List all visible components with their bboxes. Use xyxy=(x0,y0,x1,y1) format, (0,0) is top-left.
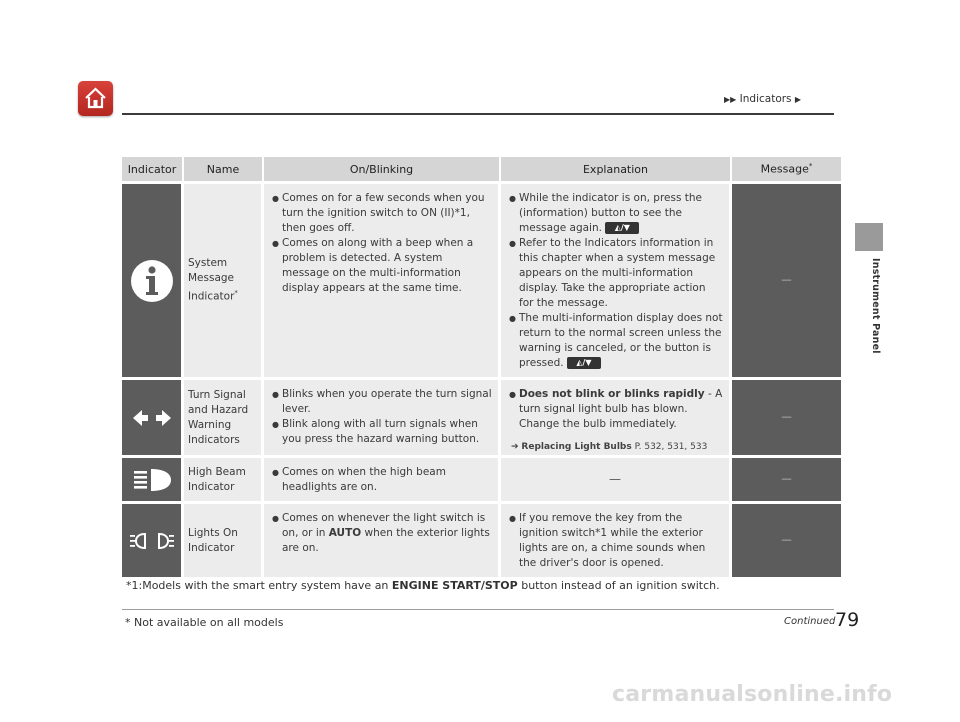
indicator-name: High Beam Indicator xyxy=(188,465,246,493)
continued-label: Continued xyxy=(784,616,836,627)
indicator-name: System Message Indicator* xyxy=(188,257,238,303)
section-tab-label: Instrument Panel xyxy=(870,258,881,354)
indicator-cell xyxy=(122,380,184,458)
explanation-list xyxy=(501,380,729,438)
col-name: Name xyxy=(184,157,264,181)
col-message: Message* xyxy=(732,157,841,181)
not-available-note: * Not available on all models xyxy=(125,616,284,629)
list-item: ● Refer to the Indicators information in this chapter when a system message appears on the multi-information display. Take the appropriate action for the message. xyxy=(509,236,723,311)
on-blinking-list xyxy=(264,184,498,302)
lights-on-icon xyxy=(129,530,175,552)
table-row xyxy=(122,458,841,504)
list-item: ● Blinks when you operate the turn signal lever. xyxy=(272,387,492,417)
explanation-cell: — xyxy=(501,458,732,504)
message-cell: — xyxy=(732,380,841,458)
reference-arrow-icon: ➔ xyxy=(511,442,519,452)
message-cell: — xyxy=(732,504,841,580)
col-indicator: Indicator xyxy=(122,157,184,181)
indicator-cell xyxy=(122,504,184,580)
col-explanation: Explanation xyxy=(501,157,732,181)
list-item: ● While the indicator is on, press the (information) button to see the message again. ◭/▼ xyxy=(509,191,723,236)
section-tab-marker xyxy=(855,223,883,251)
list-item: ● Blink along with all turn signals when you press the hazard warning button. xyxy=(272,417,492,447)
message-cell: — xyxy=(732,458,841,504)
breadcrumb[interactable] xyxy=(724,93,801,105)
table-row xyxy=(122,380,841,458)
col-on-blinking: On/Blinking xyxy=(264,157,501,181)
high-beam-icon xyxy=(131,467,173,493)
list-item: ● If you remove the key from the ignition switch*1 while the exterior lights are on, a chime sounds when the driver's door is opened. xyxy=(509,511,723,571)
page-number: 79 xyxy=(835,609,860,631)
cross-reference-link[interactable]: ➔ Replacing Light Bulbs P. 532, 531, 533 xyxy=(511,442,708,452)
watermark: carmanualsonline.info xyxy=(612,682,893,707)
indicator-name: Lights On Indicator xyxy=(188,526,238,554)
list-item: ● The multi-information display does not return to the normal screen unless the warning is canceled, or the button is pressed. ◭/▼ xyxy=(509,311,723,371)
explanation-list xyxy=(501,504,729,577)
footer-rule xyxy=(122,609,834,610)
indicator-table xyxy=(122,157,841,580)
header-rule xyxy=(122,113,834,115)
explanation-list xyxy=(501,184,729,377)
breadcrumb-arrow-icon: ▶▶ xyxy=(724,95,737,104)
breadcrumb-arrow-icon: ▶ xyxy=(794,95,802,104)
on-blinking-list xyxy=(264,504,498,562)
indicator-cell xyxy=(122,458,184,504)
list-item: ● Comes on along with a beep when a problem is detected. A system message on the multi-information display appears at the same time. xyxy=(272,236,492,296)
indicator-name: Turn Signal and Hazard Warning Indicators xyxy=(188,388,249,446)
table-row xyxy=(122,184,841,380)
list-item: ● Does not blink or blinks rapidly - A turn signal light bulb has blown. Change the bulb immediately. xyxy=(509,387,723,432)
on-blinking-list xyxy=(264,380,498,453)
list-item: ● Comes on when the high beam headlights are on. xyxy=(272,465,492,495)
breadcrumb-current[interactable]: Indicators xyxy=(739,93,792,105)
footnote: *1:Models with the smart entry system have an ENGINE START/STOP button instead of an ignition switch. xyxy=(126,579,720,592)
info-button-icon: ◭/▼ xyxy=(605,222,639,234)
message-cell: — xyxy=(732,184,841,380)
on-blinking-list xyxy=(264,458,498,501)
list-item: ● Comes on for a few seconds when you turn the ignition switch to ON (II)*1, then goes off. xyxy=(272,191,492,236)
turn-signal-arrows-icon xyxy=(132,408,172,428)
table-header-row xyxy=(122,157,841,181)
list-item: ● Comes on whenever the light switch is on, or in AUTO when the exterior lights are on. xyxy=(272,511,492,556)
home-icon xyxy=(83,86,108,111)
home-button[interactable] xyxy=(78,81,113,116)
table-row xyxy=(122,504,841,580)
indicator-cell xyxy=(122,184,184,380)
info-circle-icon xyxy=(129,258,175,304)
info-button-icon: ◭/▼ xyxy=(567,357,601,369)
